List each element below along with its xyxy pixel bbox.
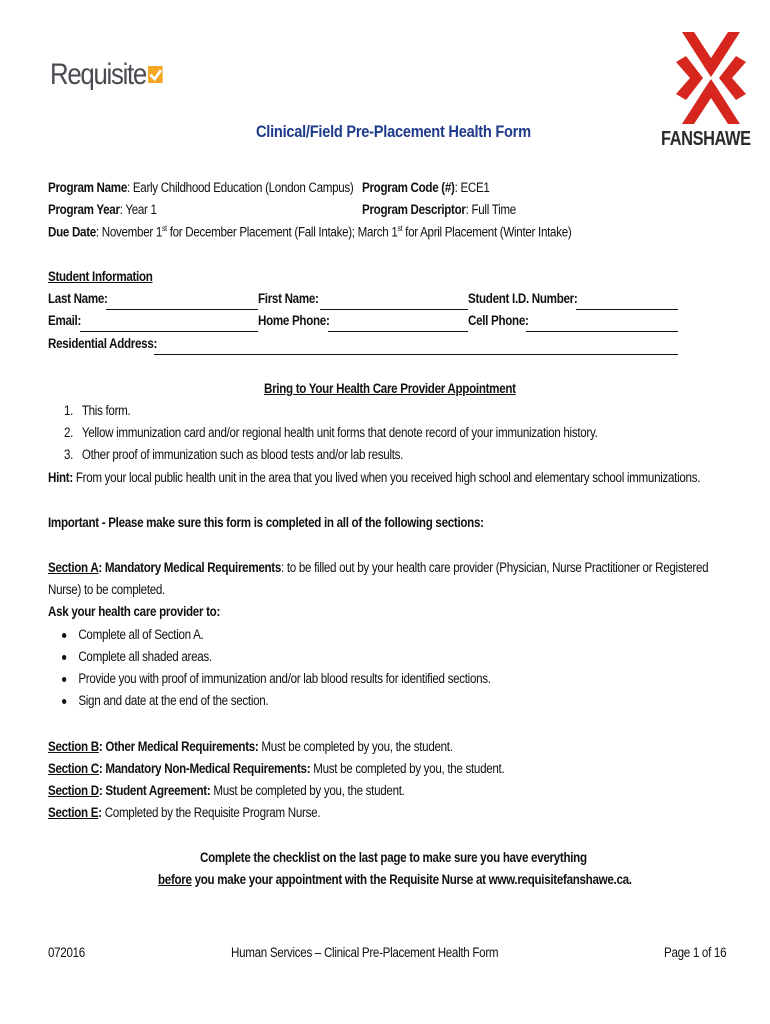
last-name-field[interactable] [106, 292, 258, 310]
list-item: Sign and date at the end of the section. [62, 693, 268, 708]
section-a-line2: Nurse) to be completed. [48, 582, 165, 597]
home-phone-field[interactable] [328, 314, 468, 332]
email-label: Email: [48, 313, 82, 328]
section-b: Section B: Other Medical Requirements: Must be completed by you, the student. [48, 739, 453, 754]
section-c: Section C: Mandatory Non-Medical Requirements: Must be completed by you, the student. [48, 761, 505, 776]
important-note: Important - Please make sure this form is completed in all of the following sections: [48, 515, 484, 530]
bullet-icon [62, 677, 66, 682]
bullet-icon [62, 655, 66, 660]
cell-phone-label: Cell Phone: [468, 313, 529, 328]
section-e: Section E: Completed by the Requisite Program Nurse. [48, 805, 321, 820]
due-date: Due Date: November 1st for December Placement (Fall Intake); March 1st for April Placement (Winter Intake) [48, 224, 572, 240]
ask-provider-heading: Ask your health care provider to: [48, 604, 221, 619]
address-label: Residential Address: [48, 336, 158, 351]
list-item: 3. Other proof of immunization such as blood tests and/or lab results. [64, 447, 404, 462]
checklist-line1: Complete the checklist on the last page to make sure you have everything [200, 850, 587, 865]
list-item: 1. This form. [64, 403, 131, 418]
list-item: Complete all of Section A. [62, 627, 203, 642]
program-name: Program Name: Early Childhood Education (London Campus) [48, 180, 354, 195]
home-phone-label: Home Phone: [258, 313, 330, 328]
program-code: Program Code (#): ECE1 [362, 180, 490, 195]
program-year: Program Year: Year 1 [48, 202, 157, 217]
list-item: Provide you with proof of immunization and/or lab blood results for identified sections. [62, 671, 491, 686]
student-info-heading: Student Information [48, 269, 153, 284]
student-id-label: Student I.D. Number: [468, 291, 578, 306]
hint-text: Hint: From your local public health unit in the area that you lived when you received high school and elementary school immunizations. [48, 470, 701, 485]
page-number: Page 1 of 16 [664, 945, 727, 960]
list-item: Complete all shaded areas. [62, 649, 212, 664]
list-item: 2. Yellow immunization card and/or regional health unit forms that denote record of your immunization history. [64, 425, 598, 440]
section-d: Section D: Student Agreement: Must be completed by you, the student. [48, 783, 405, 798]
fanshawe-emblem-icon [676, 32, 746, 124]
first-name-label: First Name: [258, 291, 319, 306]
last-name-label: Last Name: [48, 291, 108, 306]
program-descriptor: Program Descriptor: Full Time [362, 202, 516, 217]
footer-code: 072016 [48, 945, 85, 960]
address-field[interactable] [154, 337, 678, 355]
checklist-line2: before you make your appointment with the Requisite Nurse at www.requisitefanshawe.ca. [158, 872, 632, 887]
student-id-field[interactable] [576, 292, 678, 310]
email-field[interactable] [80, 314, 258, 332]
cell-phone-field[interactable] [526, 314, 678, 332]
check-icon [148, 66, 163, 83]
bring-heading: Bring to Your Health Care Provider Appointment [264, 381, 516, 396]
form-title: Clinical/Field Pre-Placement Health Form [256, 122, 531, 141]
fanshawe-wordmark: FANSHAWE [661, 128, 751, 150]
footer-title: Human Services – Clinical Pre-Placement Health Form [231, 945, 499, 960]
section-a-line1: Section A: Mandatory Medical Requirements: to be filled out by your health care provider (Physician, Nurse Practitioner or Registered [48, 560, 709, 575]
bullet-icon [62, 633, 66, 638]
requisite-logo: Requisite [50, 58, 162, 92]
bullet-icon [62, 699, 66, 704]
first-name-field[interactable] [320, 292, 468, 310]
